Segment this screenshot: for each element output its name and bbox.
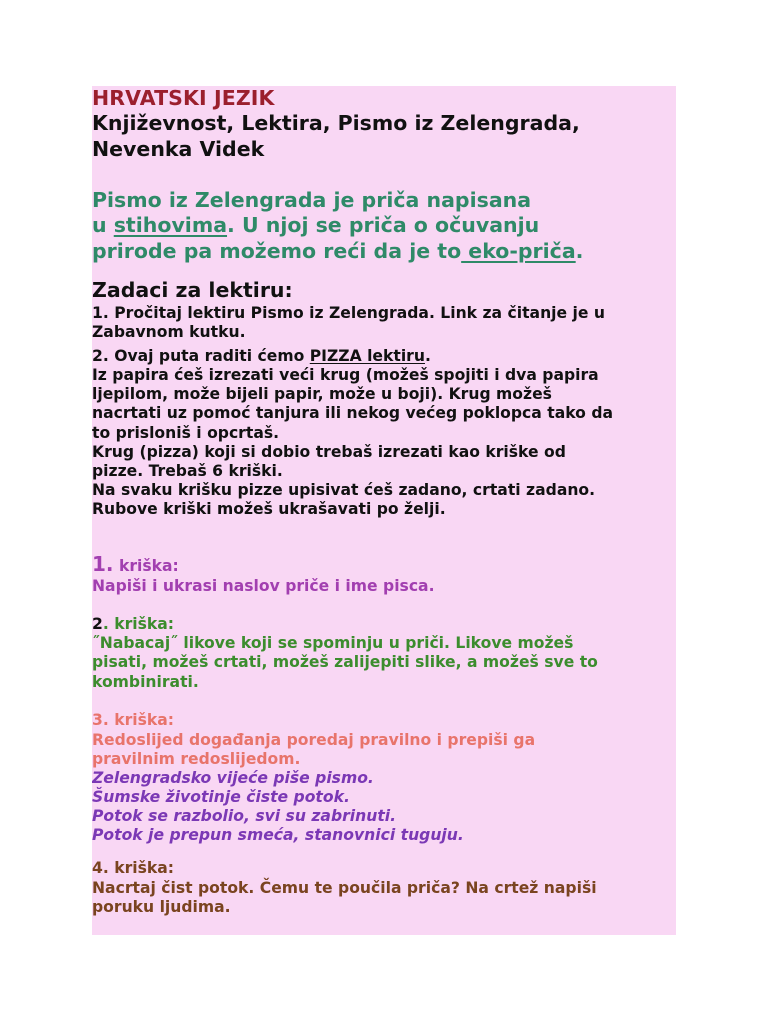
slice-3-line1: Redoslijed događanja poredaj pravilno i prepiši ga xyxy=(92,731,536,749)
slice-3-item-3: Potok se razbolio, svi su zabrinuti. xyxy=(92,807,397,825)
slice-3-line2: pravilnim redoslijedom. xyxy=(92,750,301,768)
task-1-line1: 1. Pročitaj lektiru Pismo iz Zelengrada. Link za čitanje je u xyxy=(92,304,605,322)
slice-3-item-1: Zelengradsko vijeće piše pismo. xyxy=(92,769,374,787)
lesson-title-line2: Nevenka Videk xyxy=(92,137,265,161)
slice-1-text: Napiši i ukrasi naslov priče i ime pisca. xyxy=(92,577,435,595)
slice-4-label: 4. kriška: xyxy=(92,859,175,877)
task-2-para-line7: Na svaku krišku pizze upisivat ćeš zadano, crtati zadano. xyxy=(92,481,596,499)
slice-1-label-text: kriška: xyxy=(113,557,179,575)
slice-2-line2: pisati, možeš crtati, možeš zalijepiti slike, a možeš sve to xyxy=(92,653,598,671)
task-text: 2. Ovaj puta raditi ćemo xyxy=(92,347,310,365)
task-2-para-line4: to prisloniš i opcrtaš. xyxy=(92,424,280,442)
task-2-line xyxy=(92,347,431,365)
stihovima-link[interactable]: stihovima xyxy=(113,213,228,237)
slice-3-item-4: Potok je prepun smeća, stanovnici tuguju. xyxy=(92,826,464,844)
intro-line3 xyxy=(92,239,583,263)
task-2-para-line3: nacrtati uz pomoć tanjura ili nekog većeg poklopca tako da xyxy=(92,404,614,422)
task-2-para-line1: Iz papira ćeš izrezati veći krug (možeš spojiti i dva papira xyxy=(92,366,599,384)
task-2-para-line2: ljepilom, može bijeli papir, može u boji). Krug možeš xyxy=(92,385,552,403)
slice-3-item-2: Šumske životinje čiste potok. xyxy=(92,788,350,806)
lesson-title-line1: Književnost, Lektira, Pismo iz Zelengrada, xyxy=(92,111,580,135)
slice-4-line2: poruku ljudima. xyxy=(92,898,231,916)
task-1-line2: Zabavnom kutku. xyxy=(92,323,246,341)
intro-line1: Pismo iz Zelengrada je priča napisana xyxy=(92,188,532,212)
intro-text: . xyxy=(575,239,584,263)
slice-2-number: 2 xyxy=(92,615,103,633)
task-2-para-line5: Krug (pizza) koji si dobio trebaš izrezati kao kriške od xyxy=(92,443,566,461)
pizza-lektira-link[interactable]: PIZZA lektiru xyxy=(309,347,425,365)
slice-2-line3: kombinirati. xyxy=(92,673,199,691)
intro-text: prirode pa možemo reći da je to xyxy=(92,239,462,263)
subject-title: HRVATSKI JEZIK xyxy=(92,86,275,110)
task-2-para-line8: Rubove kriški možeš ukrašavati po želji. xyxy=(92,500,446,518)
slice-2-line1: ˝Nabacaj˝ likove koji se spominju u priči. Likove možeš xyxy=(92,634,574,652)
slice-2-label xyxy=(92,615,174,633)
slice-1-label xyxy=(92,552,179,576)
slice-4-line1: Nacrtaj čist potok. Čemu te poučila priča? Na crtež napiši xyxy=(92,879,597,897)
slice-1-number: 1. xyxy=(92,552,114,576)
slice-2-label-text: . kriška: xyxy=(102,615,175,633)
slice-3-label: 3. kriška: xyxy=(92,711,175,729)
intro-text: u xyxy=(92,213,114,237)
task-2-para-line6: pizze. Trebaš 6 kriški. xyxy=(92,462,283,480)
intro-text: . U njoj se priča o očuvanju xyxy=(227,213,540,237)
task-text: . xyxy=(424,347,431,365)
eko-prica-link[interactable]: eko-priča xyxy=(461,239,576,263)
intro-line2 xyxy=(92,213,539,237)
tasks-heading: Zadaci za lektiru: xyxy=(92,278,293,302)
document-page xyxy=(92,86,676,935)
